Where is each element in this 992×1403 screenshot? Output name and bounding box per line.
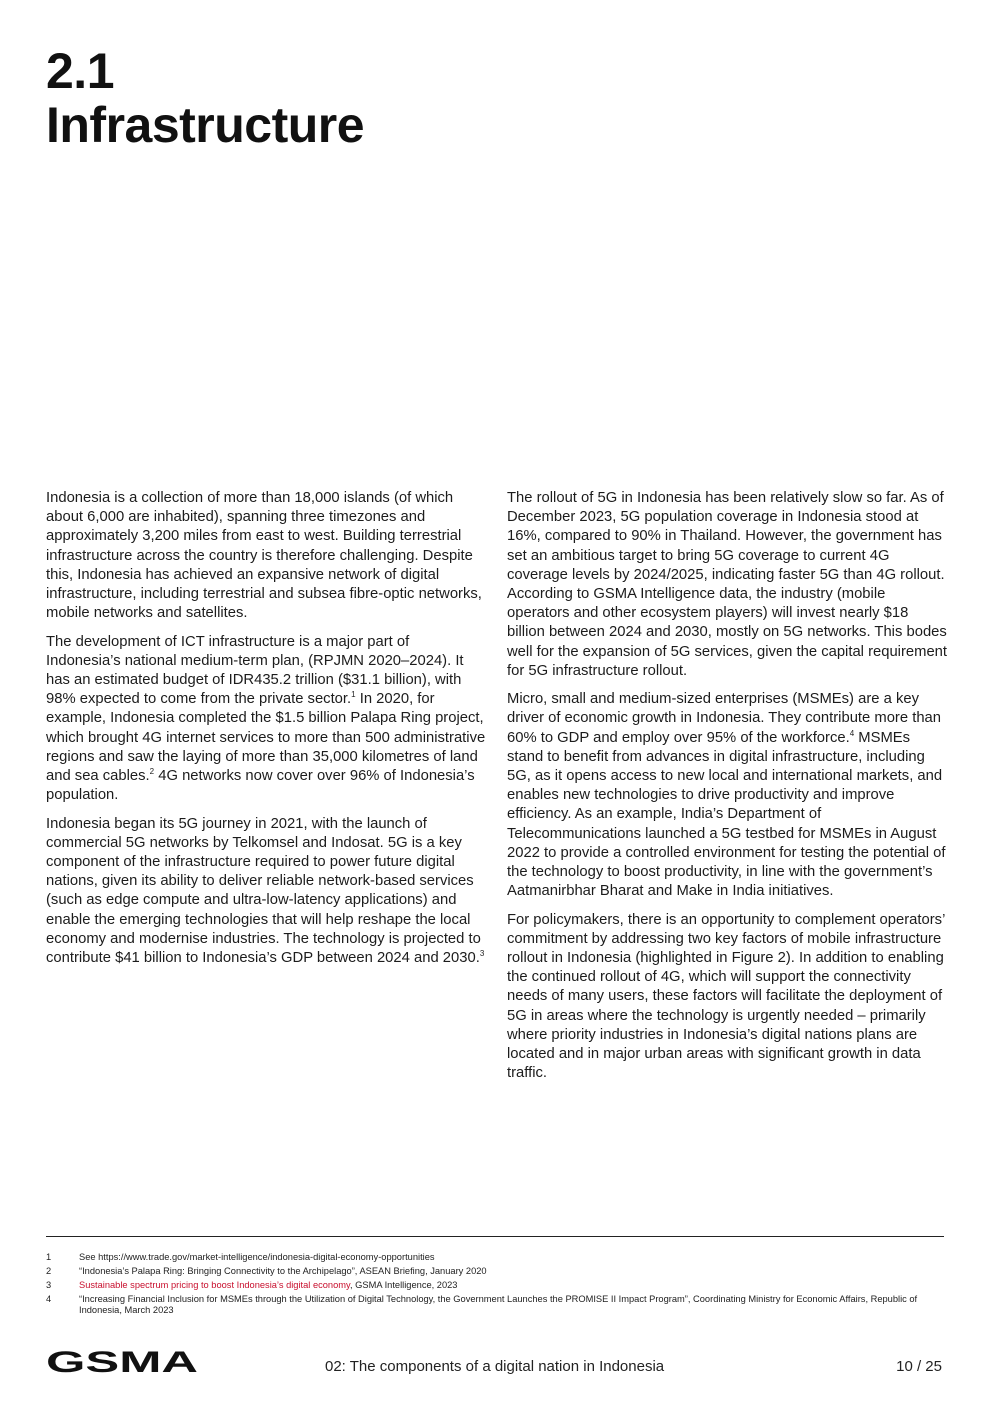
section-number: 2.1 <box>46 43 115 99</box>
footnote-number: 1 <box>46 1252 52 1262</box>
footnote-number: 2 <box>46 1266 52 1276</box>
footnote-ref[interactable]: 4 <box>849 728 855 738</box>
gsma-logo-text: GSMA <box>46 1349 198 1375</box>
footnote-text: “Indonesia’s Palapa Ring: Bringing Connectivity to the Archipelago”, ASEAN Briefing, January 2020 <box>79 1266 487 1276</box>
footnote-divider <box>46 1236 944 1237</box>
footnote-text: See https://www.trade.gov/market-intelligence/indonesia-digital-economy-opportunities <box>79 1252 435 1262</box>
left-column <box>46 489 486 977</box>
paragraph: The rollout of 5G in Indonesia has been relatively slow so far. As of December 2023, 5G population coverage in Indonesia stood at 16%, compared to 90% in Thailand. However, the government has set an ambitious target to bring 5G coverage to current 4G coverage levels by 2024/2025, indicating faster 5G than 4G rollout. According to GSMA Intelligence data, the industry (mobile operators and other ecosystem players) will invest nearly $18 billion between 2024 and 2030, mostly on 5G networks. This bodes well for the expansion of 5G services, given the capital requirement for 5G infrastructure rollout. <box>507 490 948 679</box>
paragraph: Indonesia began its 5G journey in 2021, with the launch of commercial 5G networks by Telkomsel and Indosat. 5G is a key component of the infrastructure required to power future digital nations, given its ability to deliver reliable network-based services (such as edge compute and ultra-low-latency applications) and enable the emerging technologies that will help reshape the local economy and modernise industries. The technology is projected to contribute $41 billion to Indonesia’s GDP between 2024 and 2030.$^3$ <box>46 815 485 967</box>
footnote-ref[interactable]: 2 <box>149 767 155 777</box>
paragraph: The development of ICT infrastructure is a major part of Indonesia’s national medium-term plan, (RPJMN 2020–2024). It has an estimated budget of IDR435.2 trillion ($31.1 billion), with 98% expected to come from the private sector.$^1$ In 2020, for example, Indonesia completed the $1.5 billion Palapa Ring project, which brought 4G internet services to more than 500 administrative regions and saw the laying of more than 35,000 kilometres of land and sea cables.$^2$ 4G networks now cover over 96% of Indonesia’s population. <box>46 633 486 804</box>
footnote <box>46 1280 944 1291</box>
footnote <box>46 1252 944 1263</box>
footnote-number: 4 <box>46 1294 52 1304</box>
paragraph: Micro, small and medium-sized enterprises (MSMEs) are a key driver of economic growth in Indonesia. They contribute more than 60% to GDP and employ over 95% of the workforce.$^4$ MSMEs stand to benefit from advances in digital infrastructure, including 5G, as it opens access to new local and international markets, and enables new technologies to drive productivity and improve efficiency. As an example, India’s Department of Telecommunications launched a 5G testbed for MSMEs in August 2022 to provide a controlled environment for testing the potential of the technology to boost productivity, in line with the government’s Aatmanirbhar Bharat and Make in India initiatives. <box>507 691 946 900</box>
footnote-number: 3 <box>46 1280 52 1290</box>
footer-section-title: 02: The components of a digital nation in Indonesia <box>325 1358 665 1375</box>
footnote <box>46 1294 944 1316</box>
page-number: 10 / 25 <box>896 1358 942 1375</box>
right-column <box>507 489 949 1093</box>
footnote-ref[interactable]: 1 <box>351 690 356 700</box>
footnote <box>46 1266 944 1277</box>
paragraph: Indonesia is a collection of more than 18,000 islands (of which about 6,000 are inhabited), spanning three timezones and approximately 3,200 miles from east to west. Building terrestrial infrastructure across the country is therefore challenging. Despite this, Indonesia has achieved an expansive network of digital infrastructure, including terrestrial and subsea fibre-optic networks, mobile networks and satellites. <box>46 490 482 622</box>
footnotes <box>46 1252 944 1319</box>
gsma-logo <box>46 1349 200 1375</box>
paragraph: For policymakers, there is an opportunity to complement operators’ commitment by addressing two key factors of mobile infrastructure rollout in Indonesia (highlighted in Figure 2). In addition to enabling the continued rollout of 4G, which will support the connectivity needs of many users, these factors will facilitate the deployment of 5G in areas where the technology is urgently needed – primarily where priority industries in Indonesia’s digital nations plans are located and in major urban areas with significant growth in data traffic. <box>507 911 945 1082</box>
section-heading <box>46 44 364 152</box>
footnote-text: “Increasing Financial Inclusion for MSMEs through the Utilization of Digital Technology, the Government Launches the PROMISE II Impact Program”, Coordinating Ministry for Economic Affairs, Republic of Indonesia, March 2023 <box>79 1294 918 1315</box>
section-title: Infrastructure <box>46 97 365 153</box>
footnote-link[interactable]: Sustainable spectrum pricing to boost Indonesia’s digital economy <box>79 1280 350 1290</box>
footnote-ref[interactable]: 3 <box>479 949 485 959</box>
footnote-text: , GSMA Intelligence, 2023 <box>349 1280 458 1290</box>
